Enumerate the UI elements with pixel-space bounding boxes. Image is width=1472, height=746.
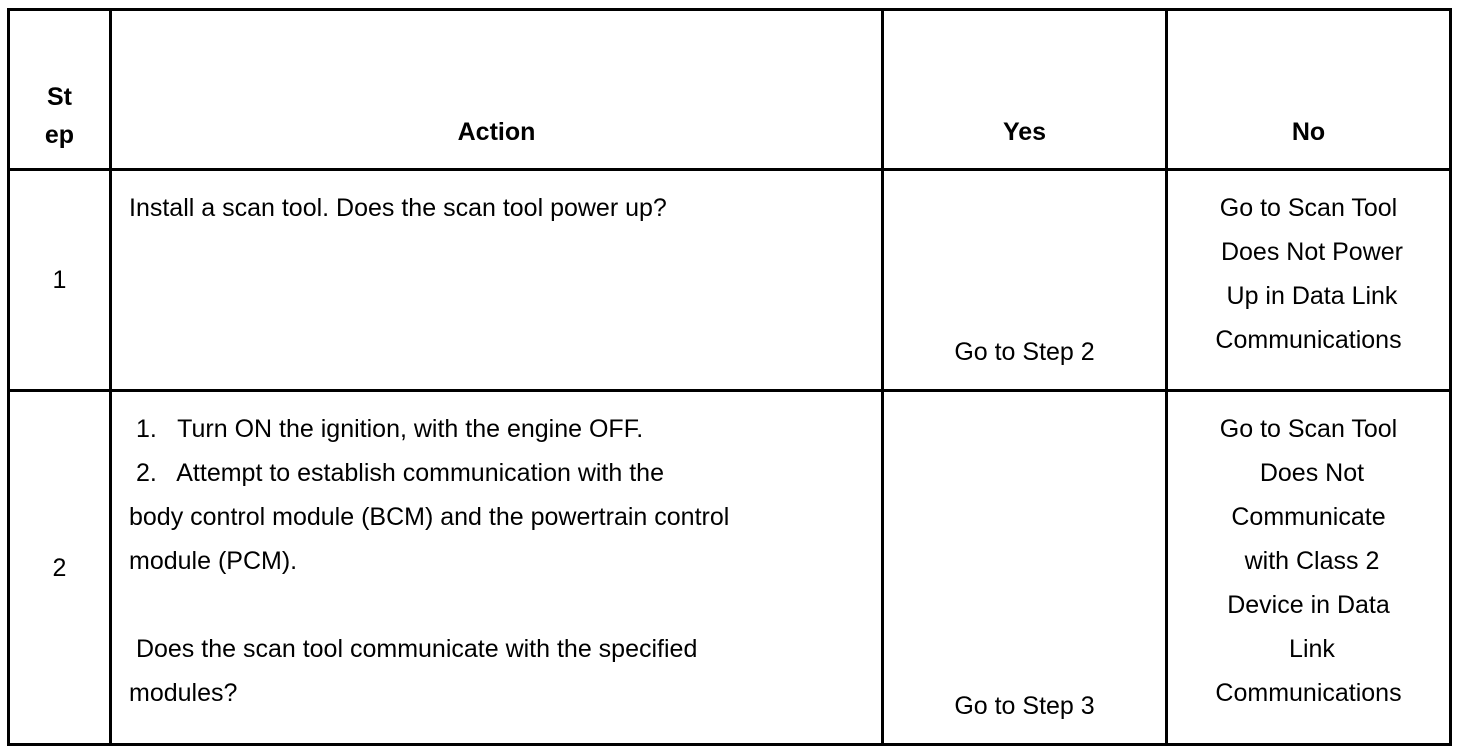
no-line: Go to Scan Tool — [1219, 415, 1398, 443]
no-cell — [1167, 391, 1451, 745]
header-step-line-2: ep — [44, 121, 75, 149]
action-line: module (PCM). — [129, 547, 298, 575]
no-line: Communicate — [1231, 503, 1386, 531]
action-cell — [111, 391, 883, 745]
no-line: with Class 2 — [1237, 547, 1380, 575]
action-line: 1. Turn ON the ignition, with the engine OFF. — [129, 415, 644, 443]
action-cell — [111, 170, 883, 391]
blank-line — [129, 583, 881, 627]
no-line: Does Not — [1252, 459, 1365, 487]
action-line: modules? — [129, 679, 238, 707]
table-row — [9, 170, 1451, 391]
diagnostic-table — [7, 8, 1452, 746]
no-cell — [1167, 170, 1451, 391]
action-line: Does the scan tool communicate with the specified — [129, 635, 698, 663]
no-line: Does Not Power — [1214, 238, 1403, 266]
yes-cell: Go to Step 3 — [883, 391, 1167, 745]
no-line: Go to Scan Tool — [1219, 194, 1398, 222]
action-line: 2. Attempt to establish communication with the — [129, 459, 664, 487]
header-yes: Yes — [883, 10, 1167, 170]
step-number: 1 — [9, 170, 111, 391]
no-line: Communications — [1215, 679, 1402, 707]
no-line: Up in Data Link — [1219, 282, 1398, 310]
action-line: Install a scan tool. Does the scan tool power up? — [129, 194, 667, 222]
header-step-line-1: St — [47, 83, 72, 111]
header-action: Action — [111, 10, 883, 170]
step-number: 2 — [9, 391, 111, 745]
action-line: body control module (BCM) and the powertrain control — [129, 503, 730, 531]
no-line: Device in Data — [1227, 591, 1390, 619]
yes-cell: Go to Step 2 — [883, 170, 1167, 391]
no-line: Link — [1282, 635, 1335, 663]
table-row — [9, 391, 1451, 745]
header-no: No — [1167, 10, 1451, 170]
no-line: Communications — [1215, 326, 1402, 354]
table-header-row — [9, 10, 1451, 170]
header-step — [9, 10, 111, 170]
